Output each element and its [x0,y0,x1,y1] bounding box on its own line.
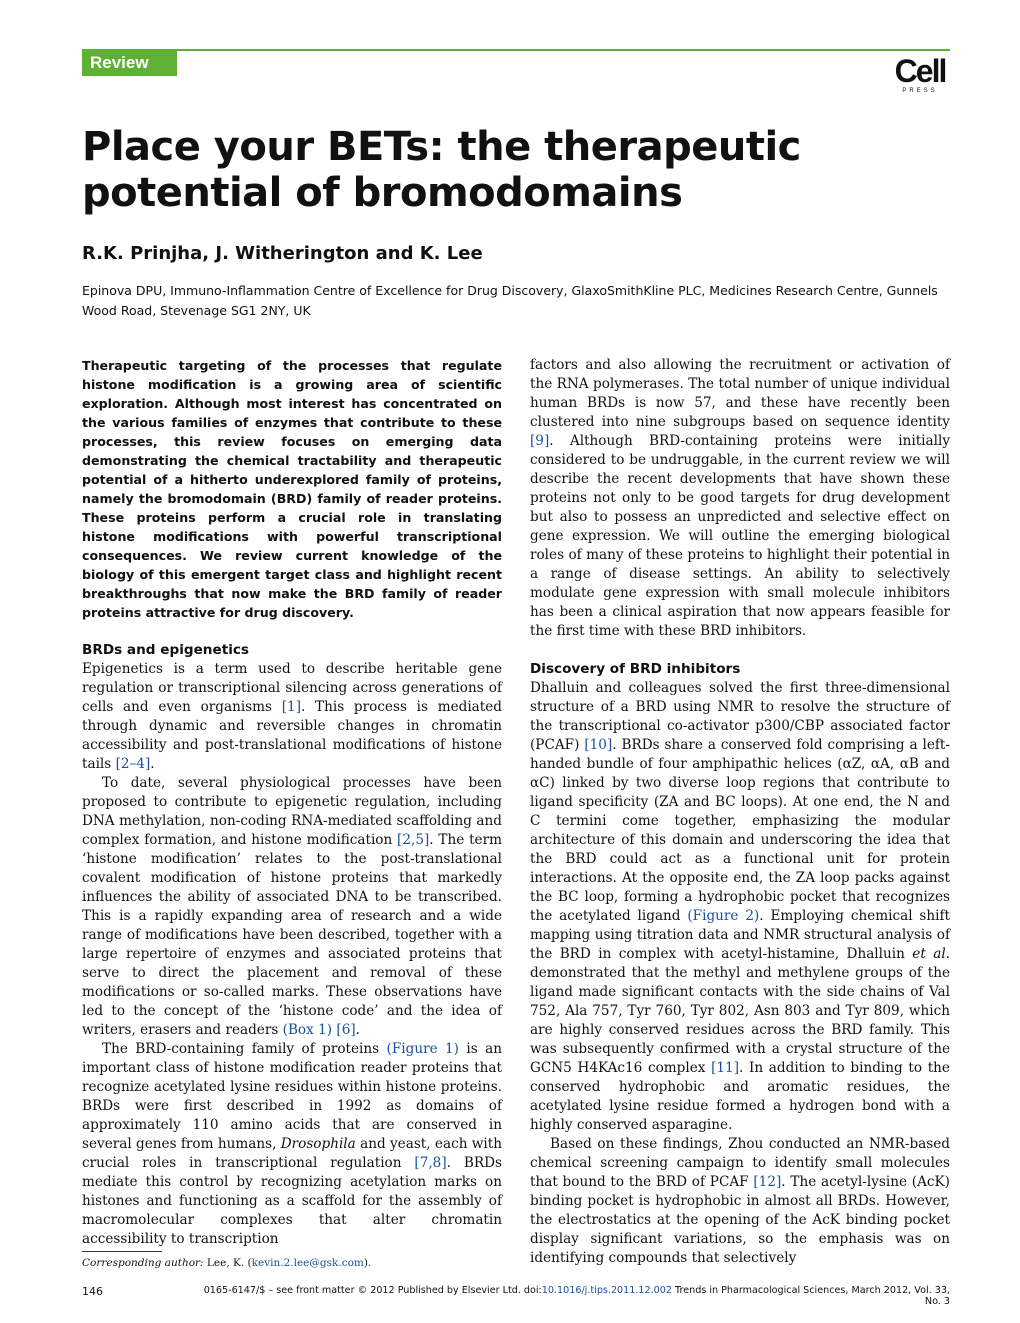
citation-link[interactable]: [2,5] [397,832,430,848]
article-title: Place your BETs: the therapeutic potential of bromodomains [82,124,801,216]
figure-link[interactable]: (Figure 2) [687,908,760,924]
header-rule [177,49,950,51]
doi-link[interactable]: 10.1016/j.tips.2011.12.002 [541,1285,672,1296]
footnote-rule [82,1251,162,1252]
cell-press-logo [888,53,952,96]
right-column [530,356,950,1268]
abstract: Therapeutic targeting of the processes that regulate histone modification is a growing area of scientific exploration. Although most interest has concentrated on the various families of enzymes that contribute to these processes, this review focuses on emerging data demonstrating the chemical tractability and therapeutic potential of a hitherto underexplored family of proteins, namely the bromodomain (BRD) family of reader proteins. These proteins perform a crucial role in translating histone modifications with powerful transcriptional consequences. We review current knowledge of the biology of this emergent target class and highlight recent breakthroughs that now make the BRD family of reader proteins attractive for drug discovery. [82,358,502,620]
journal-citation: 0165-6147/$ – see front matter © 2012 Published by Elsevier Ltd. doi:10.1016/j.tips.2011.12.002 Trends in Pharmacological Sciences, March 2012, Vol. 33, No. 3 [203,1285,950,1307]
citation-link[interactable]: [12] [753,1174,782,1190]
logo-main: Cell [894,53,946,89]
email-link[interactable]: kevin.2.lee@gsk.com [251,1257,364,1269]
review-tag: Review [82,49,177,76]
corresponding-author-note: Corresponding author: Lee, K. (kevin.2.lee@gsk.com). [82,1257,372,1269]
citation-link[interactable]: [2–4] [115,756,151,772]
citation-link[interactable]: [10] [584,737,613,753]
box-link[interactable]: (Box 1) [282,1022,333,1038]
paragraph: The BRD-containing family of proteins (Figure 1) is an important class of histone modification reader proteins that recognize acetylated lysine residues within histone proteins. BRDs were first described in 1992 as domains of approximately 110 amino acids that are conserved in several genes from humans, Drosophila and yeast, each with crucial roles in transcriptional regulation [7,8]. BRDs mediate this control by recognizing acetylation marks on histones and functioning as a scaffold for the assembly of macromolecular complexes that alter chromatin accessibility to transcription [82,1041,502,1247]
citation-link[interactable]: [1] [281,699,302,715]
citation-link[interactable]: [11] [711,1060,740,1076]
affiliation: Epinova DPU, Immuno-Inflammation Centre of Excellence for Drug Discovery, GlaxoSmithKline PLC, Medicines Research Centre, Gunnels Wood Road, Stevenage SG1 2NY, UK [82,283,938,318]
citation-link[interactable]: [9] [530,433,550,449]
figure-link[interactable]: (Figure 1) [386,1041,459,1057]
logo-sub: PRESS [902,88,938,94]
paragraph: To date, several physiological processes have been proposed to contribute to epigenetic regulation, including DNA methylation, non-coding RNA-mediated scaffolding and complex formation, and histone modification [2,5]. The term ‘histone modification’ relates to the post-translational covalent modification of histone proteins that markedly influences the ability of associated DNA to be transcribed. This is a rapidly expanding area of research and a wide range of modifications have been described, together with a large repertoire of enzymes and associated proteins that serve to direct the placement and removal of these modifications or so-called marks. These observations have led to the concept of the ‘histone code’ and the idea of writers, erasers and readers (Box 1) [6]. [82,775,502,1038]
left-column [82,356,502,1249]
paragraph: Based on these findings, Zhou conducted an NMR-based chemical screening campaign to identify small molecules that bound to the BRD of PCAF [12]. The acetyl-lysine (AcK) binding pocket is hydrophobic in almost all BRDs. However, the electrostatics at the opening of the AcK binding pocket display significant variations, so the emphasis was on identifying compounds that selectively [530,1136,950,1266]
page-number: 146 [82,1285,103,1298]
section-heading-brds-epigenetics: BRDs and epigenetics [82,642,250,658]
author-list: R.K. Prinjha, J. Witherington and K. Lee [82,243,483,264]
citation-link[interactable]: [6] [336,1022,356,1038]
section-heading-discovery: Discovery of BRD inhibitors [530,661,741,677]
citation-link[interactable]: [7,8] [414,1155,447,1171]
paragraph: Epigenetics is a term used to describe heritable gene regulation or transcriptional silencing across generations of cells and even organisms [1]. This process is mediated through dynamic and reversible changes in chromatin accessibility and post-translational modifications of histone tails [2–4]. [82,661,502,772]
paragraph: Dhalluin and colleagues solved the first three-dimensional structure of a BRD using NMR to resolve the structure of the transcriptional co-activator p300/CBP associated factor (PCAF) [10]. BRDs share a conserved fold comprising a left-handed bundle of four amphipathic helices (αZ, αA, αB and αC) linked by two diverse loop regions that contribute to ligand specificity (ZA and BC loops). At one end, the N and C termini come together, emphasizing the modular architecture of this domain and underscoring the idea that the BRD could act as a functional unit for protein interactions. At the opposite end, the ZA loop packs against the BC loop, forming a hydrophobic pocket that recognizes the acetylated ligand (Figure 2). Employing chemical shift mapping using titration data and NMR structural analysis of the BRD in complex with acetyl-histamine, Dhalluin et al. demonstrated that the methyl and methylene groups of the ligand made significant contacts with the side chains of Val 752, Ala 757, Tyr 760, Tyr 802, Asn 803 and Tyr 809, which are highly conserved residues across the BRD family. This was subsequently confirmed with a crystal structure of the GCN5 H4KAc16 complex [11]. In addition to binding to the conserved hydrophobic and aromatic residues, the acetylated lysine residue formed a hydrogen bond with a highly conserved asparagine. [530,680,951,1133]
paragraph: factors and also allowing the recruitment or activation of the RNA polymerases. The total number of unique individual human BRDs is now 57, and these have recently been clustered into nine subgroups based on sequence identity [9]. Although BRD-containing proteins were initially considered to be undruggable, in the current review we will describe the recent developments that have shown these proteins not only to be good targets for drug development but also to possess an unpredicted and selective effect on gene expression. We will outline the emerging biological roles of many of these proteins to highlight their potential in a range of disease settings. An ability to selectively modulate gene expression with small molecule inhibitors has been a clinical aspiration that now appears feasible for the first time with these BRD inhibitors. [530,357,950,639]
